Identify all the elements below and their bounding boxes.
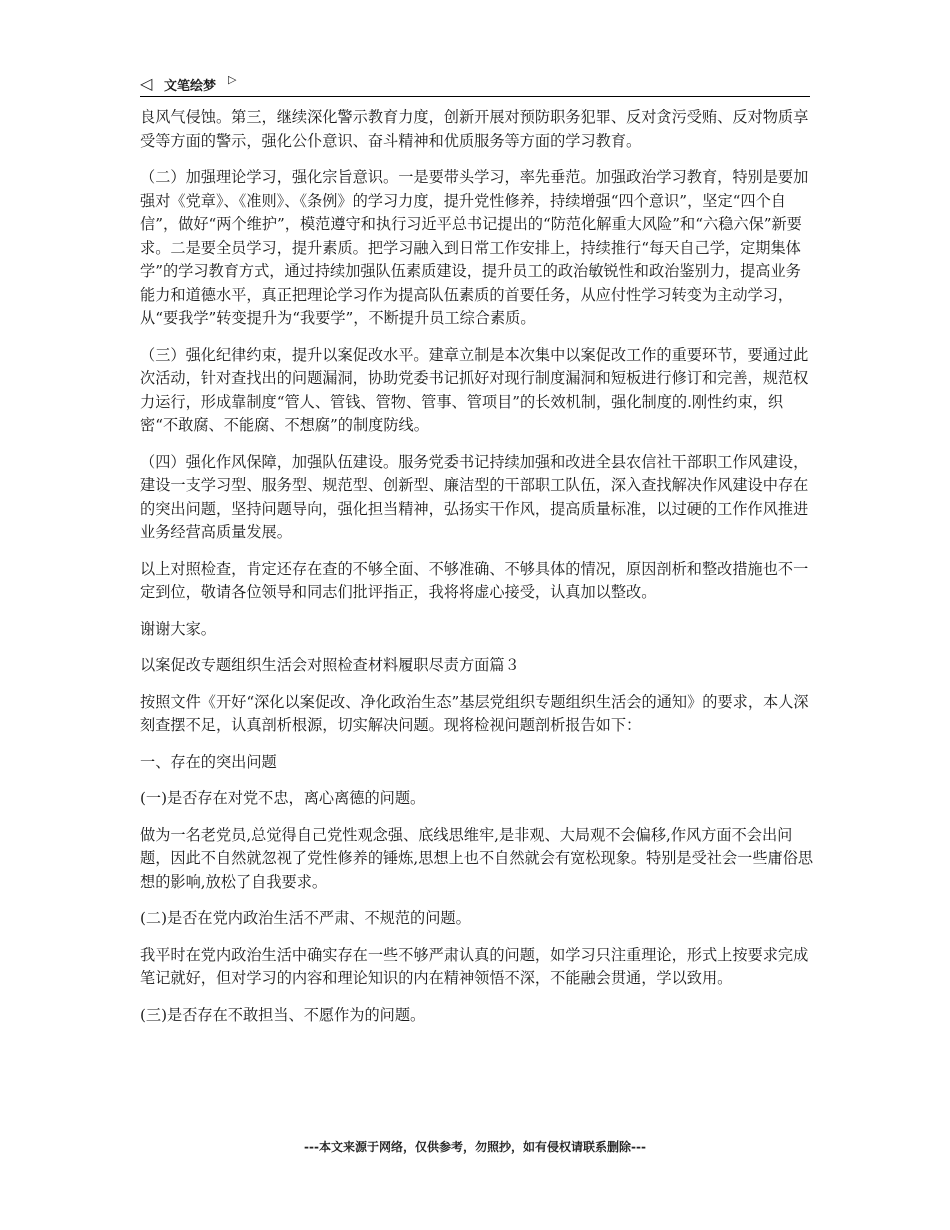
paragraph: 我平时在党内政治生活中确实存在一些不够严肃认真的问题，如学习只注重理论，形式上按要求完成笔记就好，但对学习的内容和理论知识的内在精神领悟不深，不能融会贯通，学以致用。 <box>140 945 809 987</box>
document-body <box>140 106 815 1040</box>
paragraph: 做为一名老党员,总觉得自己党性观念强、底线思维牢,是非观、大局观不会偏移,作风方面不会出问题，因此不自然就忽视了党性修养的锤炼,思想上也不自然就会有宽松现象。特别是受社会一些庸俗思想的影响,放松了自我要求。 <box>140 825 814 891</box>
brand-name: 文笔绘梦 <box>164 79 217 94</box>
subheading: (二)是否在党内政治生活不严肃、不规范的问题。 <box>140 909 471 927</box>
triangle-left-icon: ◁ <box>140 74 153 93</box>
paragraph: 以上对照检查，肯定还存在查的不够全面、不够准确、不够具体的情况，原因剖析和整改措施也不一定到位，敬请各位领导和同志们批评指正，我将将虚心接受，认真加以整改。 <box>140 559 809 601</box>
triangle-right-icon: ▷ <box>228 73 237 86</box>
subheading: (三)是否存在不敢担当、不愿作为的问题。 <box>140 1005 426 1024</box>
paragraph: 谢谢大家。 <box>140 619 216 638</box>
paragraph: （四）强化作风保障，加强队伍建设。服务党委书记持续加强和改进全县农信社干部职工作风建设，建设一支学习型、服务型、规范型、创新型、廉洁型的干部职工队伍，深入查找解决作风建设中存在的突出问题，坚持问题导向，强化担当精神，弘扬实干作风，提高质量标准，以过硬的工作作风推进业务经营高质量发展。 <box>140 452 809 541</box>
page-header <box>140 70 810 96</box>
paragraph: 良风气侵蚀。第三，继续深化警示教育力度，创新开展对预防职务犯罪、反对贪污受贿、反对物质享受等方面的警示，强化公仆意识、奋斗精神和优质服务等方面的学习教育。 <box>140 108 809 150</box>
header-divider <box>140 96 810 97</box>
heading: 一、存在的突出问题 <box>140 752 277 771</box>
paragraph: 按照文件《开好“深化以案促改、净化政治生态”基层党组织专题组织生活会的通知》的要求，本人深刻查摆不足，认真剖析根源，切实解决问题。现将检视问题剖析报告如下： <box>140 692 809 734</box>
page-footer: ---本文来源于网络，仅供参考，勿照抄，如有侵权请联系删除--- <box>304 1140 646 1154</box>
paragraph: （三）强化纪律约束，提升以案促改水平。建章立制是本次集中以案促改工作的重要环节，要通过此次活动，针对查找出的问题漏洞，协助党委书记抓好对现行制度漏洞和短板进行修订和完善，规范权力运行，形成靠制度“管人、管钱、管物、管事、管项目”的长效机制，强化制度的.刚性约束，织密“不敢腐、不能腐、不想腐”的制度防线。 <box>140 345 809 434</box>
subheading: (一)是否存在对党不忠，离心离德的问题。 <box>140 789 426 807</box>
section-title: 以案促改专题组织生活会对照检查材料履职尽责方面篇３ <box>140 656 520 674</box>
paragraph: （二）加强理论学习，强化宗旨意识。一是要带头学习，率先垂范。加强政治学习教育，特别是要加强对《党章》、《准则》、《条例》的学习力度，提升党性修养，持续增强“四个意识”，坚定“四个自信”，做好“两个维护”，模范遵守和执行习近平总书记提出的“防范化解重大风险”和“六稳六保”新要求。二是要全员学习，提升素质。把学习融入到日常工作安排上，持续推行“每天自己学，定期集体学”的学习教育方式，通过持续加强队伍素质建设，提升员工的政治敏锐性和政治鉴别力，提高业务能力和道德水平，真正把理论学习作为提高队伍素质的首要任务，从应付性学习转变为主动学习，从“要我学”转变提升为“我要学”，不断提升员工综合素质。 <box>140 168 809 327</box>
